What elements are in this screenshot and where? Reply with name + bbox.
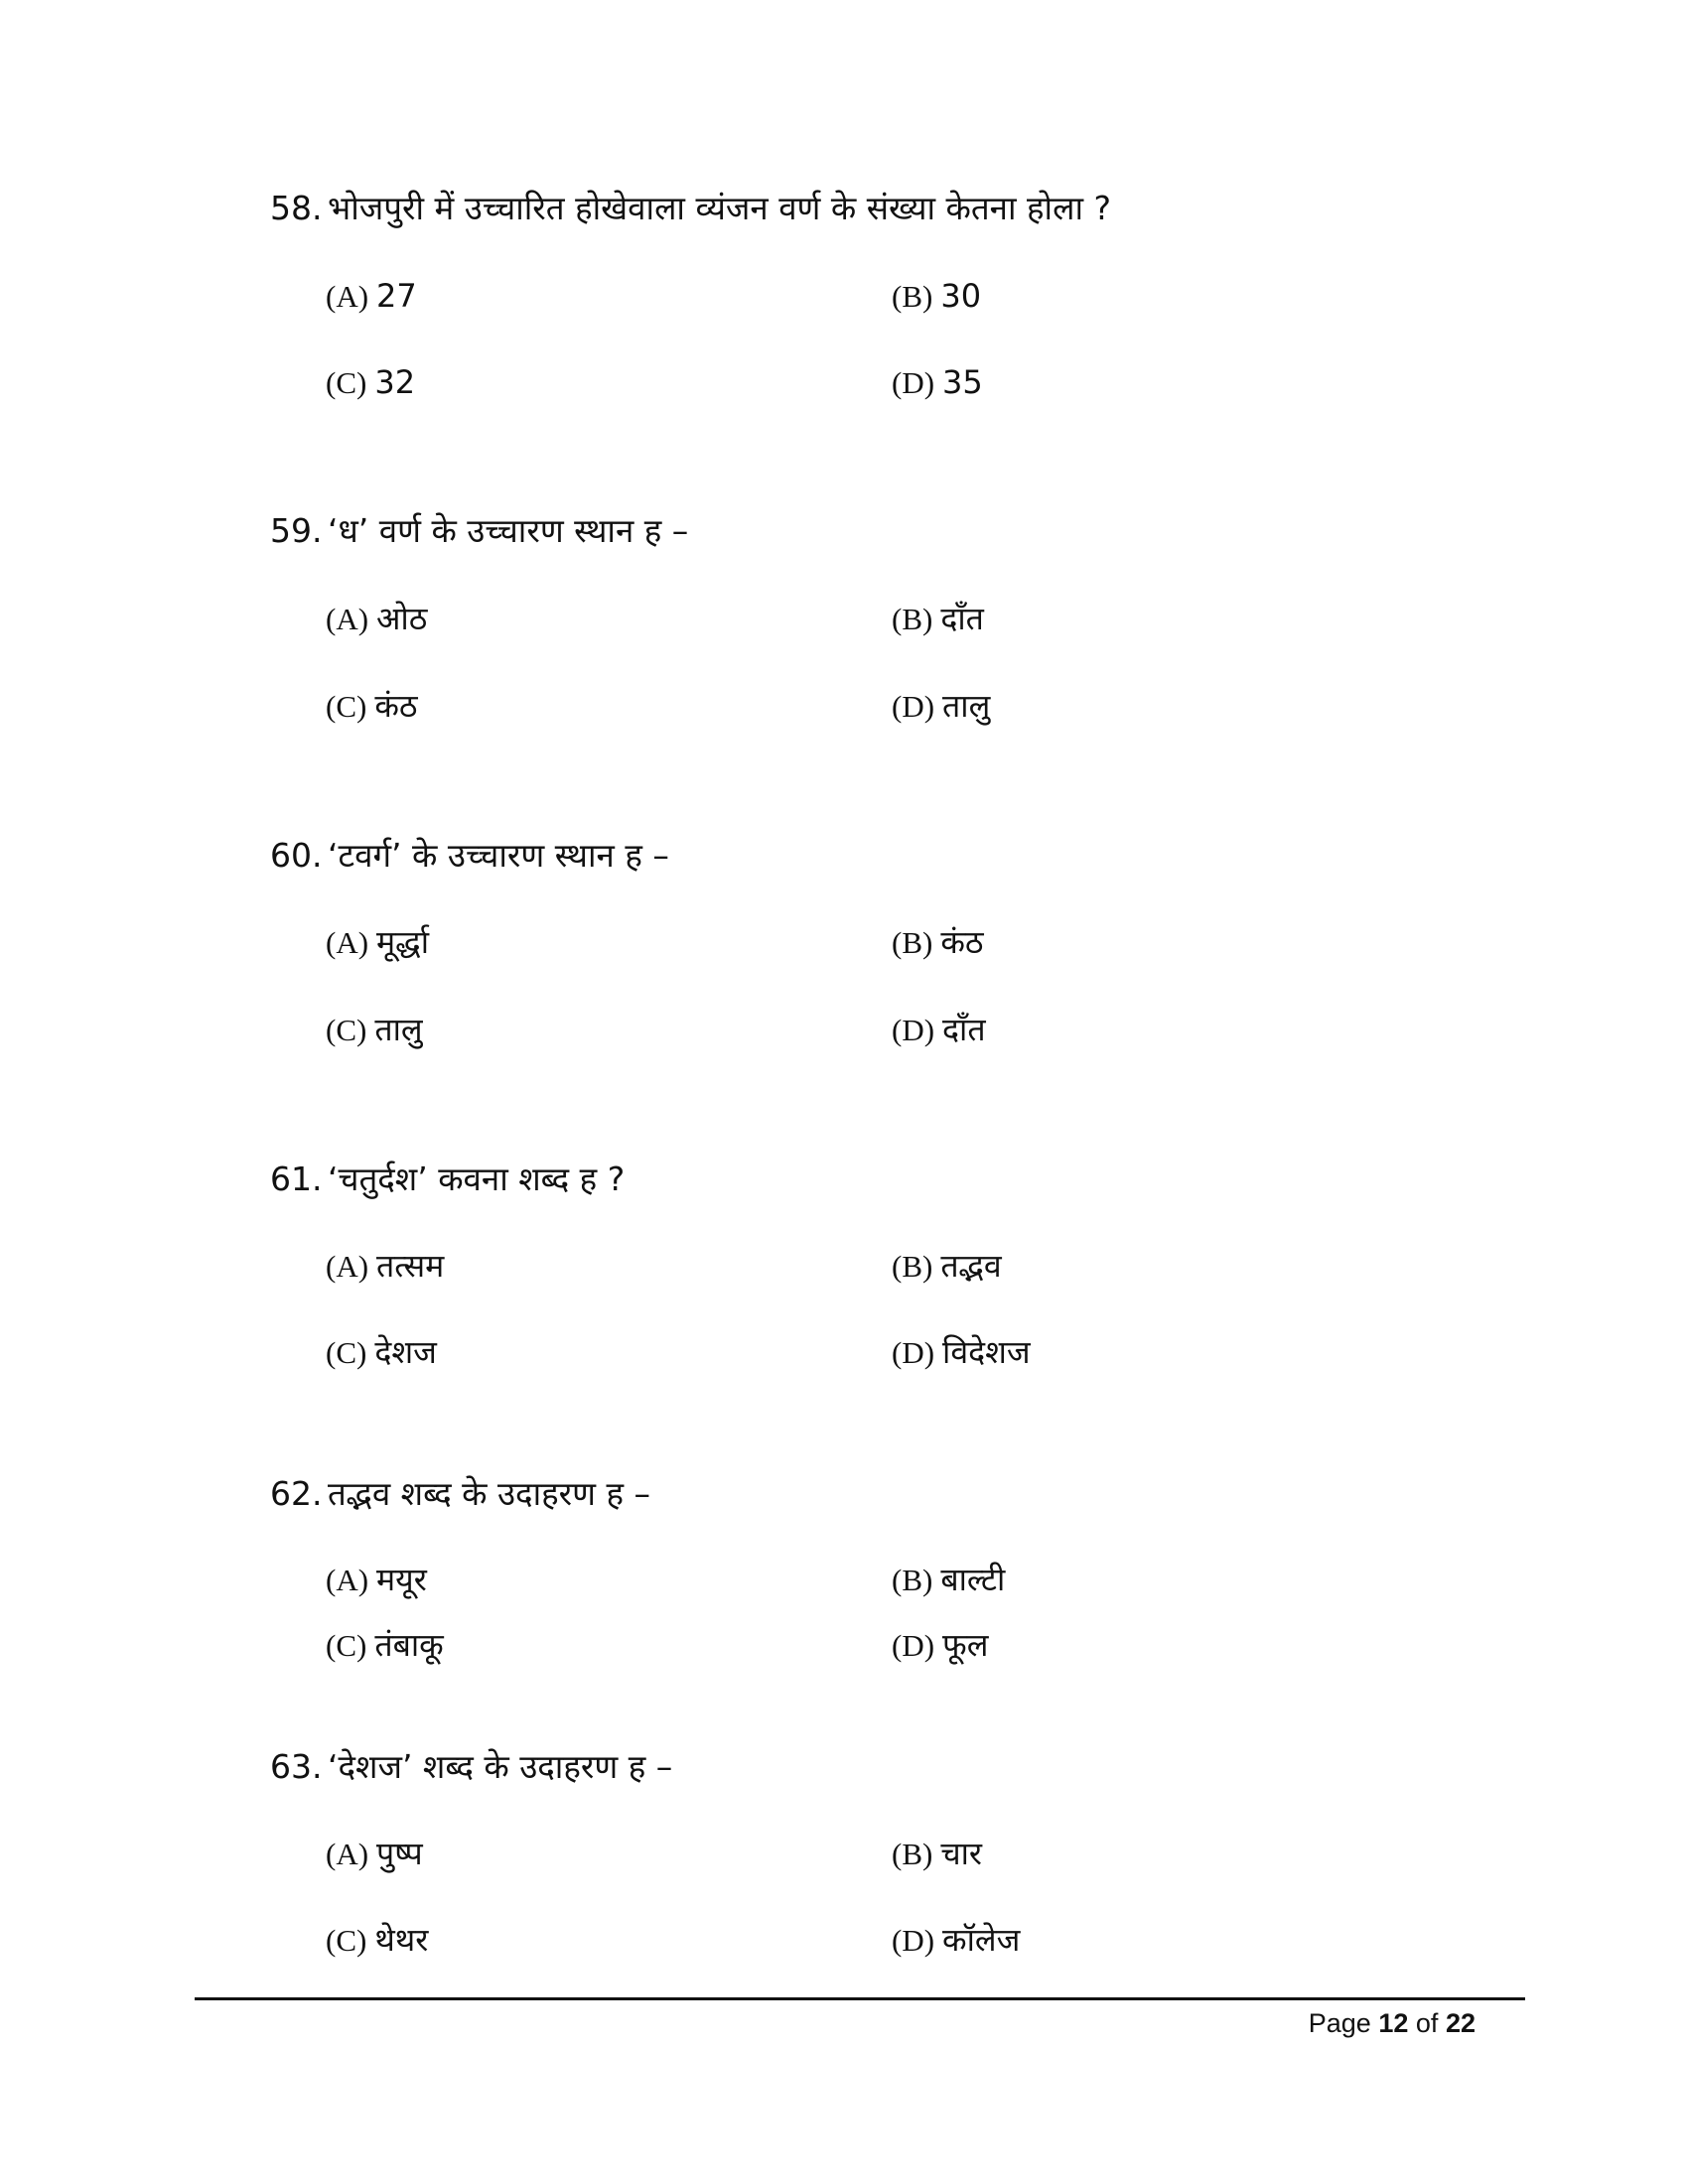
option-58-b <box>892 276 981 317</box>
option-letter: (C) <box>326 1335 367 1370</box>
option-62-c <box>326 1625 444 1666</box>
option-text: विदेशज <box>942 1333 1031 1371</box>
option-text: कंठ <box>940 923 984 961</box>
question-59 <box>270 511 688 551</box>
option-58-c <box>326 362 415 403</box>
option-60-a <box>326 922 429 963</box>
option-text: 30 <box>940 277 982 315</box>
option-58-a <box>326 276 417 317</box>
option-text: तत्सम <box>376 1247 445 1285</box>
total-pages: 22 <box>1445 2008 1476 2038</box>
option-text: मूर्द्धा <box>376 923 430 961</box>
option-letter: (D) <box>892 1013 935 1047</box>
footer-divider <box>195 1997 1525 2000</box>
option-text: पुष्प <box>376 1835 423 1872</box>
option-61-b <box>892 1246 1002 1287</box>
option-62-d <box>892 1625 988 1666</box>
option-60-c <box>326 1010 423 1050</box>
option-letter: (A) <box>326 1563 369 1597</box>
option-letter: (B) <box>892 279 933 314</box>
option-text: बाल्टी <box>940 1561 1006 1598</box>
option-59-d <box>892 686 990 727</box>
option-59-a <box>326 599 427 639</box>
option-62-b <box>892 1560 1005 1600</box>
question-text: ‘टवर्ग’ के उच्चारण स्थान ह – <box>328 836 669 875</box>
question-number: 61. <box>270 1160 323 1198</box>
option-text: कॉलेज <box>942 1921 1021 1959</box>
option-63-b <box>892 1834 982 1874</box>
question-number: 62. <box>270 1474 323 1513</box>
option-text: चार <box>940 1835 983 1872</box>
option-letter: (D) <box>892 1628 935 1663</box>
question-text: भोजपुरी में उच्चारित होखेवाला व्यंजन वर्ण के संख्या केतना होला ? <box>328 189 1112 227</box>
option-text: थेथर <box>374 1921 429 1959</box>
option-63-a <box>326 1834 423 1874</box>
question-text: ‘ध’ वर्ण के उच्चारण स्थान ह – <box>328 511 689 550</box>
option-letter: (A) <box>326 1249 369 1284</box>
option-letter: (D) <box>892 1923 935 1958</box>
option-text: कंठ <box>374 687 418 725</box>
question-number: 58. <box>270 189 323 227</box>
option-59-b <box>892 599 984 639</box>
page-number-footer <box>1309 2003 1476 2043</box>
option-letter: (A) <box>326 1837 369 1871</box>
question-text: ‘देशज’ शब्द के उदाहरण ह – <box>328 1747 673 1786</box>
option-letter: (D) <box>892 1335 935 1370</box>
option-text: तंबाकू <box>374 1626 444 1664</box>
option-61-d <box>892 1332 1031 1373</box>
option-60-b <box>892 922 984 963</box>
option-text: देशज <box>374 1333 437 1371</box>
option-text: मयूर <box>376 1561 427 1598</box>
option-text: फूल <box>942 1626 989 1664</box>
question-61 <box>270 1160 625 1199</box>
option-text: 35 <box>942 363 983 401</box>
option-60-d <box>892 1010 986 1050</box>
question-number: 60. <box>270 836 323 875</box>
option-text: दाँत <box>940 600 984 637</box>
option-text: 27 <box>376 277 417 315</box>
option-text: तालु <box>374 1011 423 1048</box>
option-letter: (B) <box>892 1249 933 1284</box>
option-text: ओठ <box>376 600 428 637</box>
option-letter: (A) <box>326 925 369 960</box>
option-text: तालु <box>942 687 991 725</box>
option-letter: (D) <box>892 365 935 400</box>
option-letter: (B) <box>892 1563 933 1597</box>
option-letter: (B) <box>892 602 933 636</box>
option-letter: (D) <box>892 689 935 724</box>
option-62-a <box>326 1560 427 1600</box>
question-text: ‘चतुर्दश’ कवना शब्द ह ? <box>328 1160 626 1198</box>
question-text: तद्भव शब्द के उदाहरण ह – <box>328 1474 650 1513</box>
option-letter: (C) <box>326 1013 367 1047</box>
option-58-d <box>892 362 983 403</box>
option-59-c <box>326 686 418 727</box>
page-word: Page <box>1308 2008 1371 2038</box>
question-58 <box>270 189 1111 228</box>
question-number: 59. <box>270 511 323 550</box>
option-letter: (C) <box>326 1628 367 1663</box>
question-62 <box>270 1474 650 1514</box>
question-60 <box>270 836 669 876</box>
option-61-a <box>326 1246 444 1287</box>
option-letter: (A) <box>326 279 369 314</box>
option-text: तद्भव <box>940 1247 1002 1285</box>
option-text: दाँत <box>942 1011 986 1048</box>
question-63 <box>270 1747 672 1787</box>
option-63-c <box>326 1920 428 1961</box>
option-61-c <box>326 1332 437 1373</box>
option-text: 32 <box>374 363 416 401</box>
current-page: 12 <box>1378 2008 1409 2038</box>
option-letter: (B) <box>892 1837 933 1871</box>
option-letter: (C) <box>326 1923 367 1958</box>
question-number: 63. <box>270 1747 323 1786</box>
option-letter: (B) <box>892 925 933 960</box>
option-letter: (C) <box>326 689 367 724</box>
option-letter: (C) <box>326 365 367 400</box>
option-63-d <box>892 1920 1020 1961</box>
option-letter: (A) <box>326 602 369 636</box>
of-word: of <box>1415 2008 1439 2038</box>
